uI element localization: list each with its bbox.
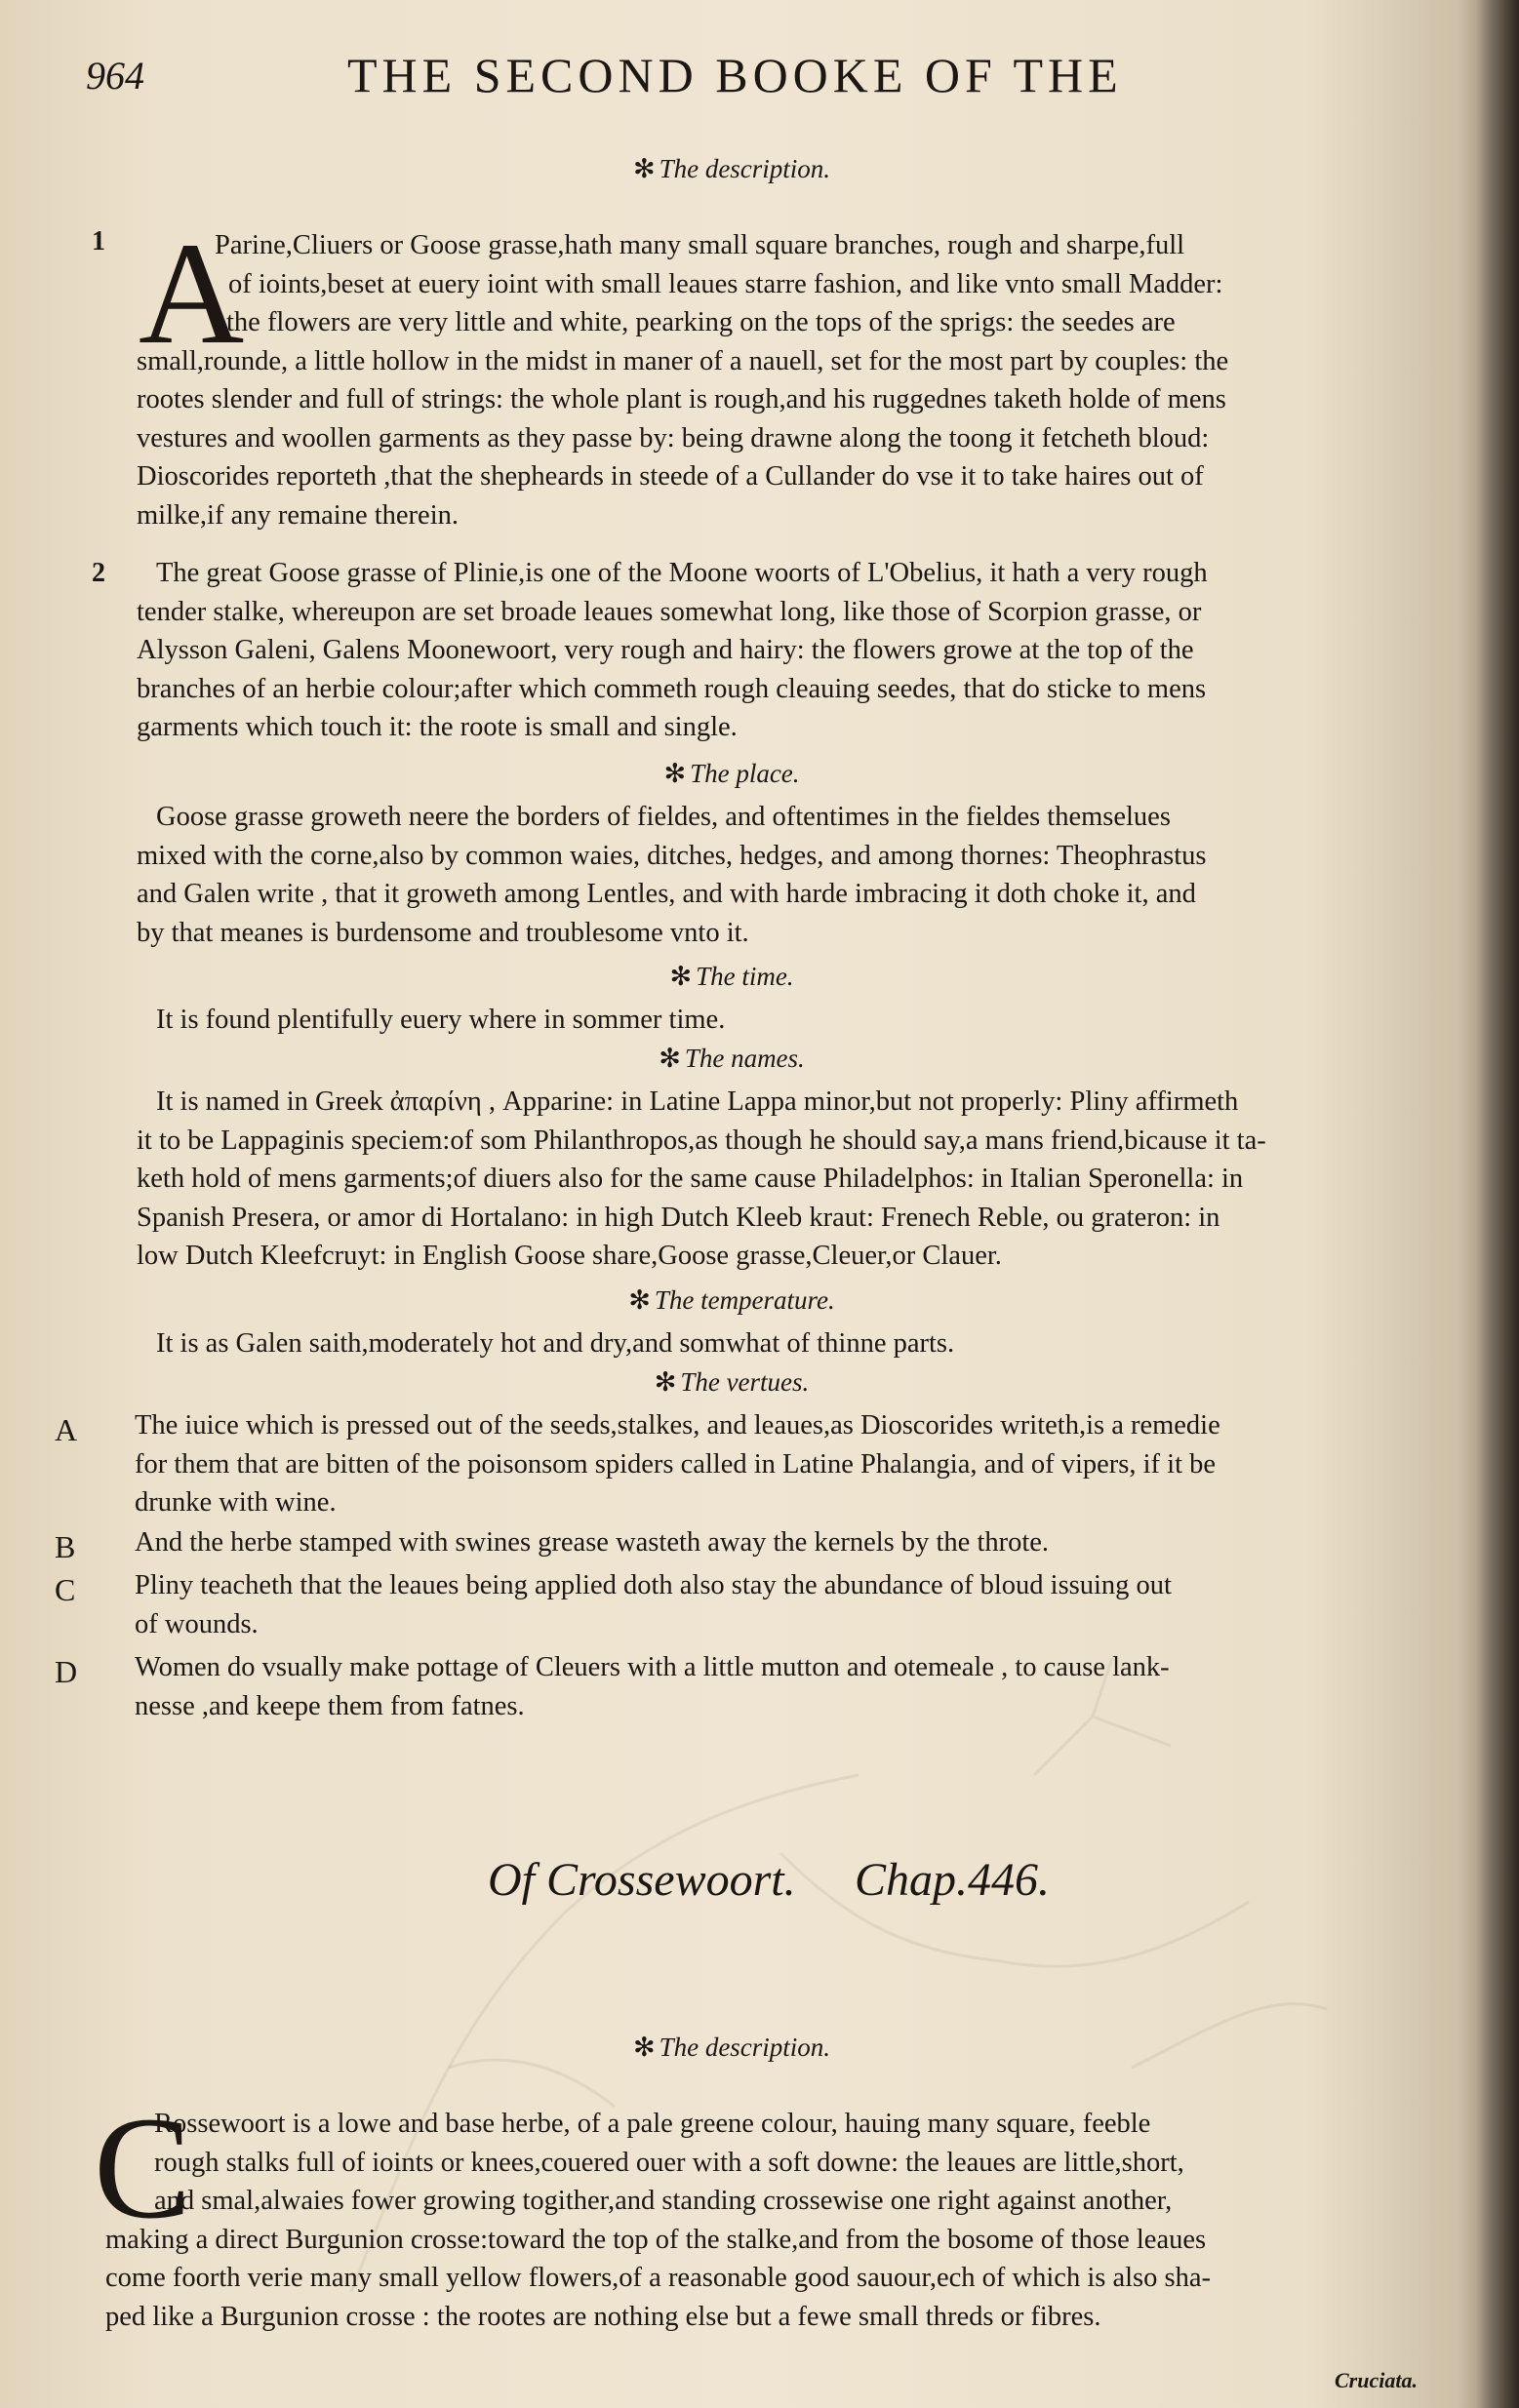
asterism-icon: ✻ — [632, 154, 656, 183]
text-line: Rossewoort is a lowe and base herbe, of a pale greene colour, hauing many square, feeble — [154, 2109, 1151, 2139]
vertue-marker-a: A — [55, 1412, 78, 1447]
description-heading: ✻ The description. — [632, 154, 831, 183]
vertue-d-paragraph — [135, 1648, 1465, 1725]
text-line: making a direct Burgunion crosse:toward the top of the stalke,and from the bosome of those leaues — [105, 2224, 1207, 2255]
text-line: garments which touch it: the roote is small and single. — [137, 712, 738, 742]
text-line: branches of an herbie colour;after which commeth rough cleauing seedes, that do sticke to mens — [137, 673, 1207, 704]
place-heading: ✻ The place. — [663, 759, 800, 788]
text-line: Alysson Galeni, Galens Moonewoort, very rough and hairy: the flowers growe at the top of the — [137, 635, 1194, 665]
names-heading: ✻ The names. — [659, 1044, 805, 1073]
temperature-paragraph — [146, 1324, 1465, 1363]
running-title: THE SECOND BOOKE OF THE — [347, 48, 1123, 102]
drop-cap-a: A — [139, 213, 245, 375]
text-line: and smal,alwaies fower growing togither,and standing crossewise one right against another, — [154, 2186, 1173, 2216]
chapter-title: Of Crossewoort. — [488, 1854, 796, 1906]
text-line: It is found plentifully euery where in sommer time. — [156, 1005, 726, 1035]
text-line: Spanish Presera, or amor di Hortalano: in high Dutch Kleeb kraut: Frenech Reble, ou grateron: in — [137, 1202, 1220, 1233]
vertue-c-paragraph — [135, 1566, 1465, 1643]
temperature-heading: ✻ The temperature. — [628, 1285, 835, 1315]
text-line: Goose grasse groweth neere the borders of fieldes, and oftentimes in the fieldes themselues — [156, 802, 1171, 832]
vertue-marker-c: C — [55, 1572, 76, 1607]
page-number: 964 — [86, 54, 144, 98]
time-paragraph — [146, 1001, 1465, 1040]
asterism-icon: ✻ — [659, 1044, 681, 1073]
text-line: Dioscorides reporteth ,that the shepheards in steede of a Cullander do vse it to take haires out of — [137, 461, 1204, 492]
chapter-number: Chap.446. — [855, 1854, 1051, 1906]
drop-cap-c: C — [94, 2087, 192, 2249]
asterism-icon: ✻ — [669, 962, 693, 991]
text-line: of ioints,beset at euery ioint with small leaues starre fashion, and like vnto small Madder: — [228, 268, 1223, 299]
text-line: mixed with the corne,also by common waies, ditches, hedges, and among thornes: Theophrastus — [137, 840, 1207, 871]
great-goose-grass-paragraph — [137, 554, 1465, 747]
time-heading: ✻ The time. — [669, 962, 794, 991]
names-paragraph — [137, 1083, 1465, 1276]
text-line: And the herbe stamped with swines grease wasteth away the kernels by the throte. — [135, 1527, 1050, 1558]
text-line: and Galen write , that it groweth among Lentles, and with harde imbracing it doth choke it, and — [137, 879, 1196, 909]
vertue-a-paragraph — [135, 1406, 1465, 1522]
place-paragraph — [137, 798, 1465, 952]
vertue-marker-d: D — [55, 1654, 78, 1689]
text-line: It is named in Greek ἀπαρίνη , Apparine: in Latine Lappa minor,but not properly: Pliny affirmeth — [156, 1086, 1239, 1117]
text-line: The iuice which is pressed out of the seeds,stalkes, and leaues,as Dioscorides writeth,is a remedie — [135, 1410, 1220, 1441]
crossewoort-description-paragraph — [105, 2105, 1465, 2336]
page-header — [86, 47, 1286, 105]
text-line: for them that are bitten of the poisonsom spiders called in Latine Phalangia, and of vipers, if it be — [135, 1448, 1217, 1480]
paragraph-marker-2: 2 — [92, 558, 105, 588]
text-line: Pliny teacheth that the leaues being applied doth also stay the abundance of bloud issuing out — [135, 1570, 1172, 1600]
text-line: drunke with wine. — [135, 1487, 337, 1518]
vertue-marker-b: B — [55, 1529, 76, 1564]
margin-note-cruciata: Cruciata. — [1335, 2368, 1418, 2392]
text-line: vestures and woollen garments as they passe by: being drawne along the toong it fetcheth bloud: — [137, 422, 1210, 454]
text-line: nesse ,and keepe them from fatnes. — [135, 1690, 525, 1721]
asterism-icon: ✻ — [654, 1367, 677, 1397]
text-line: low Dutch Kleefcruyt: in English Goose share,Goose grasse,Cleuer,or Clauer. — [137, 1241, 1002, 1271]
asterism-icon: ✻ — [632, 2033, 656, 2062]
text-line: keth hold of mens garments;of diuers also for the same cause Philadelphos: in Italian Speronella: in — [137, 1164, 1244, 1194]
text-line: of wounds. — [135, 1608, 259, 1639]
text-line: the flowers are very little and white, pearking on the tops of the sprigs: the seedes are — [226, 307, 1176, 337]
text-line: small,rounde, a little hollow in the midst in maner of a nauell, set for the most part by couples: the — [137, 345, 1229, 376]
text-line: tender stalke, whereupon are set broade leaues somewhat long, like those of Scorpion grasse, or — [137, 596, 1202, 627]
text-line: rough stalks full of ioints or knees,couered ouer with a soft downe: the leaues are little,short, — [154, 2147, 1184, 2178]
paragraph-marker-1: 1 — [92, 226, 105, 257]
vertue-b-paragraph — [135, 1523, 1465, 1562]
text-line: ped like a Burgunion crosse : the rootes are nothing else but a fewe small threds or fibres. — [105, 2301, 1101, 2332]
text-line: Women do vsually make pottage of Cleuers with a little mutton and otemeale , to cause lank- — [135, 1652, 1170, 1682]
crossewoort-description-heading: ✻ The description. — [632, 2033, 831, 2062]
text-line: Parine,Cliuers or Goose grasse,hath many small square branches, rough and sharpe,full — [215, 230, 1185, 260]
asterism-icon: ✻ — [663, 759, 687, 788]
text-line: rootes slender and full of strings: the whole plant is rough,and his ruggednes taketh holde of mens — [137, 384, 1226, 414]
book-gutter-shadow — [1476, 0, 1519, 2408]
text-line: It is as Galen saith,moderately hot and dry,and somwhat of thinne parts. — [156, 1328, 955, 1359]
vertues-heading: ✻ The vertues. — [654, 1367, 810, 1397]
asterism-icon: ✻ — [628, 1285, 651, 1315]
text-line: come foorth verie many small yellow flowers,of a reasonable good sauour,ech of which is also sha- — [105, 2263, 1211, 2293]
text-line: milke,if any remaine therein. — [137, 499, 459, 531]
text-line: by that meanes is burdensome and troublesome vnto it. — [137, 917, 749, 948]
text-line: it to be Lappaginis speciem:of som Philanthropos,as though he should say,a mans friend,bicause it ta- — [137, 1125, 1266, 1156]
goose-grass-description-paragraph — [137, 226, 1465, 534]
text-line: The great Goose grasse of Plinie,is one of the Moone woorts of L'Obelius, it hath a very rough — [156, 558, 1208, 588]
